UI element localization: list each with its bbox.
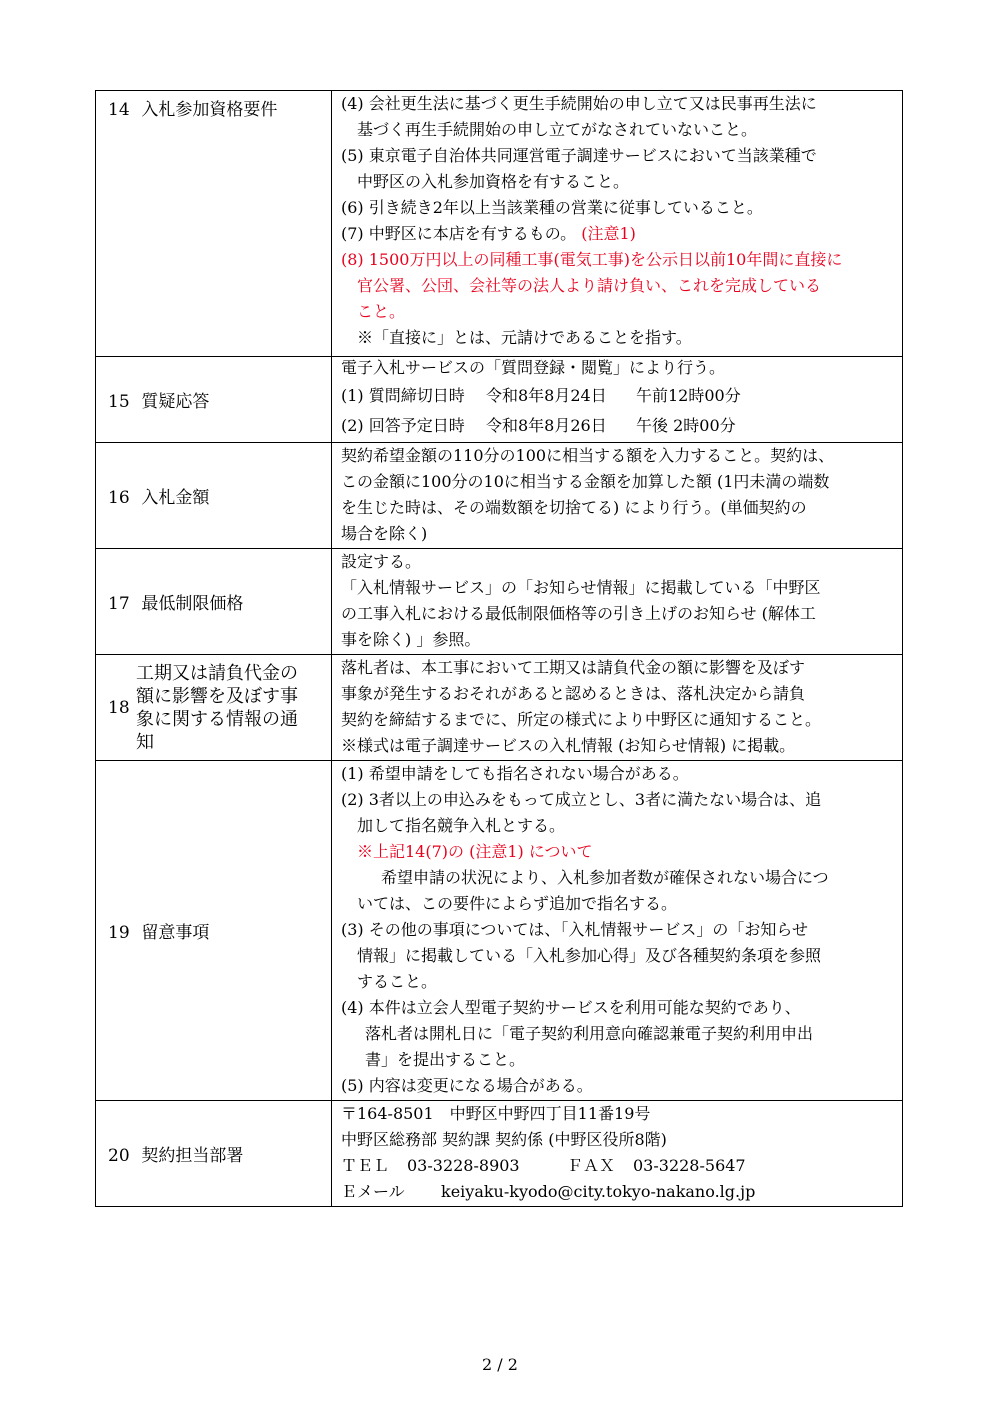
row-label-cell — [96, 357, 332, 443]
schedule-label: (1) 質問締切日時 — [341, 386, 465, 405]
content-line: 加して指名競争入札とする。 — [357, 816, 566, 835]
row-number: 14 — [108, 100, 130, 120]
row-content-cell — [332, 549, 903, 655]
row-label: 留意事項 — [141, 923, 210, 943]
content-line: を生じた時は、その端数額を切捨てる) により行う。(単価契約の — [341, 498, 807, 517]
row-label-cell — [96, 549, 332, 655]
fax-number: 03-3228-5647 — [633, 1156, 746, 1175]
row-number: 16 — [108, 488, 130, 508]
content-line: 落札者は、本工事において工期又は請負代金の額に影響を及ぼす — [341, 658, 806, 677]
content-line: (5) 東京電子自治体共同運営電子調達サービスにおいて当該業種で — [341, 146, 817, 165]
row-label-cell — [96, 761, 332, 1101]
page-number: 2 / 2 — [482, 1355, 518, 1374]
row-label-cell — [96, 443, 332, 549]
content-line — [341, 381, 898, 411]
row-content-cell — [332, 357, 903, 443]
email-address[interactable]: keiyaku-kyodo@city.tokyo-nakano.lg.jp — [441, 1182, 756, 1201]
content-text: (7) 中野区に本店を有するもの。 — [341, 224, 577, 243]
content-line: (4) 本件は立会人型電子契約サービスを利用可能な契約であり、 — [341, 998, 801, 1017]
content-line: 官公署、公団、会社等の法人より請け負い、これを完成している — [357, 276, 822, 295]
row-label-cell — [96, 1101, 332, 1207]
tel-label: ＴＥＬ — [341, 1156, 390, 1175]
caution-note: (注意1) — [581, 224, 636, 243]
row-number: 18 — [108, 697, 130, 718]
table-row — [96, 761, 903, 1101]
content-line: 中野区の入札参加資格を有すること。 — [357, 172, 630, 191]
table-row — [96, 1101, 903, 1207]
content-line — [341, 411, 898, 441]
row-content-cell — [332, 655, 903, 761]
content-line: 希望申請の状況により、入札参加者数が確保されない場合につ — [381, 868, 829, 887]
schedule-time: 午前12時00分 — [636, 386, 741, 405]
row-label-line: 知 — [136, 731, 154, 753]
row-content-cell — [332, 761, 903, 1101]
row-label: 最低制限価格 — [141, 594, 244, 614]
row-number: 17 — [108, 594, 130, 614]
content-line: 事象が発生するおそれがあると認めるときは、落札決定から請負 — [341, 684, 806, 703]
row-label: 質疑応答 — [141, 392, 210, 412]
tel-number: 03-3228-8903 — [407, 1156, 520, 1175]
content-line: ※「直接に」とは、元請けであることを指す。 — [357, 328, 692, 347]
row-label-line: 工期又は請負代金の — [136, 662, 298, 684]
content-line: 基づく再生手続開始の申し立てがなされていないこと。 — [357, 120, 758, 139]
table-row — [96, 357, 903, 443]
content-line: 書」を提出すること。 — [365, 1050, 526, 1069]
row-label: 入札参加資格要件 — [141, 100, 278, 120]
content-line: 事を除く) 」参照。 — [341, 630, 481, 649]
schedule-label: (2) 回答予定日時 — [341, 416, 465, 435]
contact-department: 中野区総務部 契約課 契約係 (中野区役所8階) — [341, 1130, 667, 1149]
content-line: こと。 — [357, 302, 406, 321]
row-label-cell — [96, 91, 332, 357]
row-label: 入札金額 — [141, 488, 210, 508]
contact-address: 〒164-8501 中野区中野四丁目11番19号 — [341, 1104, 651, 1123]
content-line: 情報」に掲載している「入札参加心得」及び各種契約条項を参照 — [357, 946, 822, 965]
content-line: 場合を除く) — [341, 524, 428, 543]
content-line: 落札者は開札日に「電子契約利用意向確認兼電子契約利用申出 — [365, 1024, 814, 1043]
schedule-date: 令和8年8月26日 — [486, 416, 607, 435]
contact-email-line — [341, 1179, 898, 1205]
table-row — [96, 91, 903, 357]
caution-note: ※上記14(7)の (注意1) について — [357, 842, 593, 861]
content-line: (2) 3者以上の申込みをもって成立とし、3者に満たない場合は、追 — [341, 790, 822, 809]
row-content-cell — [332, 1101, 903, 1207]
content-line: 設定する。 — [341, 552, 422, 571]
row-label — [136, 662, 316, 754]
requirements-table — [95, 90, 903, 1207]
content-line: (8) 1500万円以上の同種工事(電気工事)を公示日以前10年間に直接に — [341, 250, 843, 269]
content-line: の工事入札における最低制限価格等の引き上げのお知らせ (解体工 — [341, 604, 816, 623]
content-line: 契約を締結するまでに、所定の様式により中野区に通知すること。 — [341, 710, 822, 729]
table-row — [96, 655, 903, 761]
content-line: (6) 引き続き2年以上当該業種の営業に従事していること。 — [341, 198, 763, 217]
content-line: (3) その他の事項については、「入札情報サービス」の「お知らせ — [341, 920, 808, 939]
table-row — [96, 549, 903, 655]
row-label-line: 額に影響を及ぼす事 — [136, 685, 298, 707]
content-line: いては、この要件によらず追加で指名する。 — [357, 894, 678, 913]
content-line: 契約希望金額の110分の100に相当する額を入力すること。契約は、 — [341, 446, 835, 465]
content-line: (4) 会社更生法に基づく更生手続開始の申し立て又は民事再生法に — [341, 94, 817, 113]
row-content-cell — [332, 91, 903, 357]
table-row — [96, 443, 903, 549]
row-content-cell — [332, 443, 903, 549]
content-line: (5) 内容は変更になる場合がある。 — [341, 1076, 593, 1095]
row-label-cell — [96, 655, 332, 761]
row-number: 20 — [108, 1146, 130, 1166]
content-line: 「入札情報サービス」の「お知らせ情報」に掲載している「中野区 — [341, 578, 821, 597]
schedule-time: 午後 2時00分 — [636, 416, 736, 435]
content-line: この金額に100分の10に相当する金額を加算した額 (1円未満の端数 — [341, 472, 830, 491]
content-line: 電子入札サービスの「質問登録・閲覧」により行う。 — [341, 358, 726, 377]
row-label-line: 象に関する情報の通 — [136, 708, 298, 730]
content-line: ※様式は電子調達サービスの入札情報 (お知らせ情報) に掲載。 — [341, 736, 796, 755]
contact-phone-fax — [341, 1153, 898, 1179]
content-line: (1) 希望申請をしても指名されない場合がある。 — [341, 764, 689, 783]
row-number: 19 — [108, 923, 130, 943]
row-label: 契約担当部署 — [141, 1146, 244, 1166]
schedule-date: 令和8年8月24日 — [486, 386, 607, 405]
fax-label: ＦＡＸ — [567, 1156, 616, 1175]
row-number: 15 — [108, 392, 130, 412]
content-line: すること。 — [357, 972, 438, 991]
email-label: Ｅメール — [341, 1182, 405, 1201]
content-line — [341, 221, 898, 247]
